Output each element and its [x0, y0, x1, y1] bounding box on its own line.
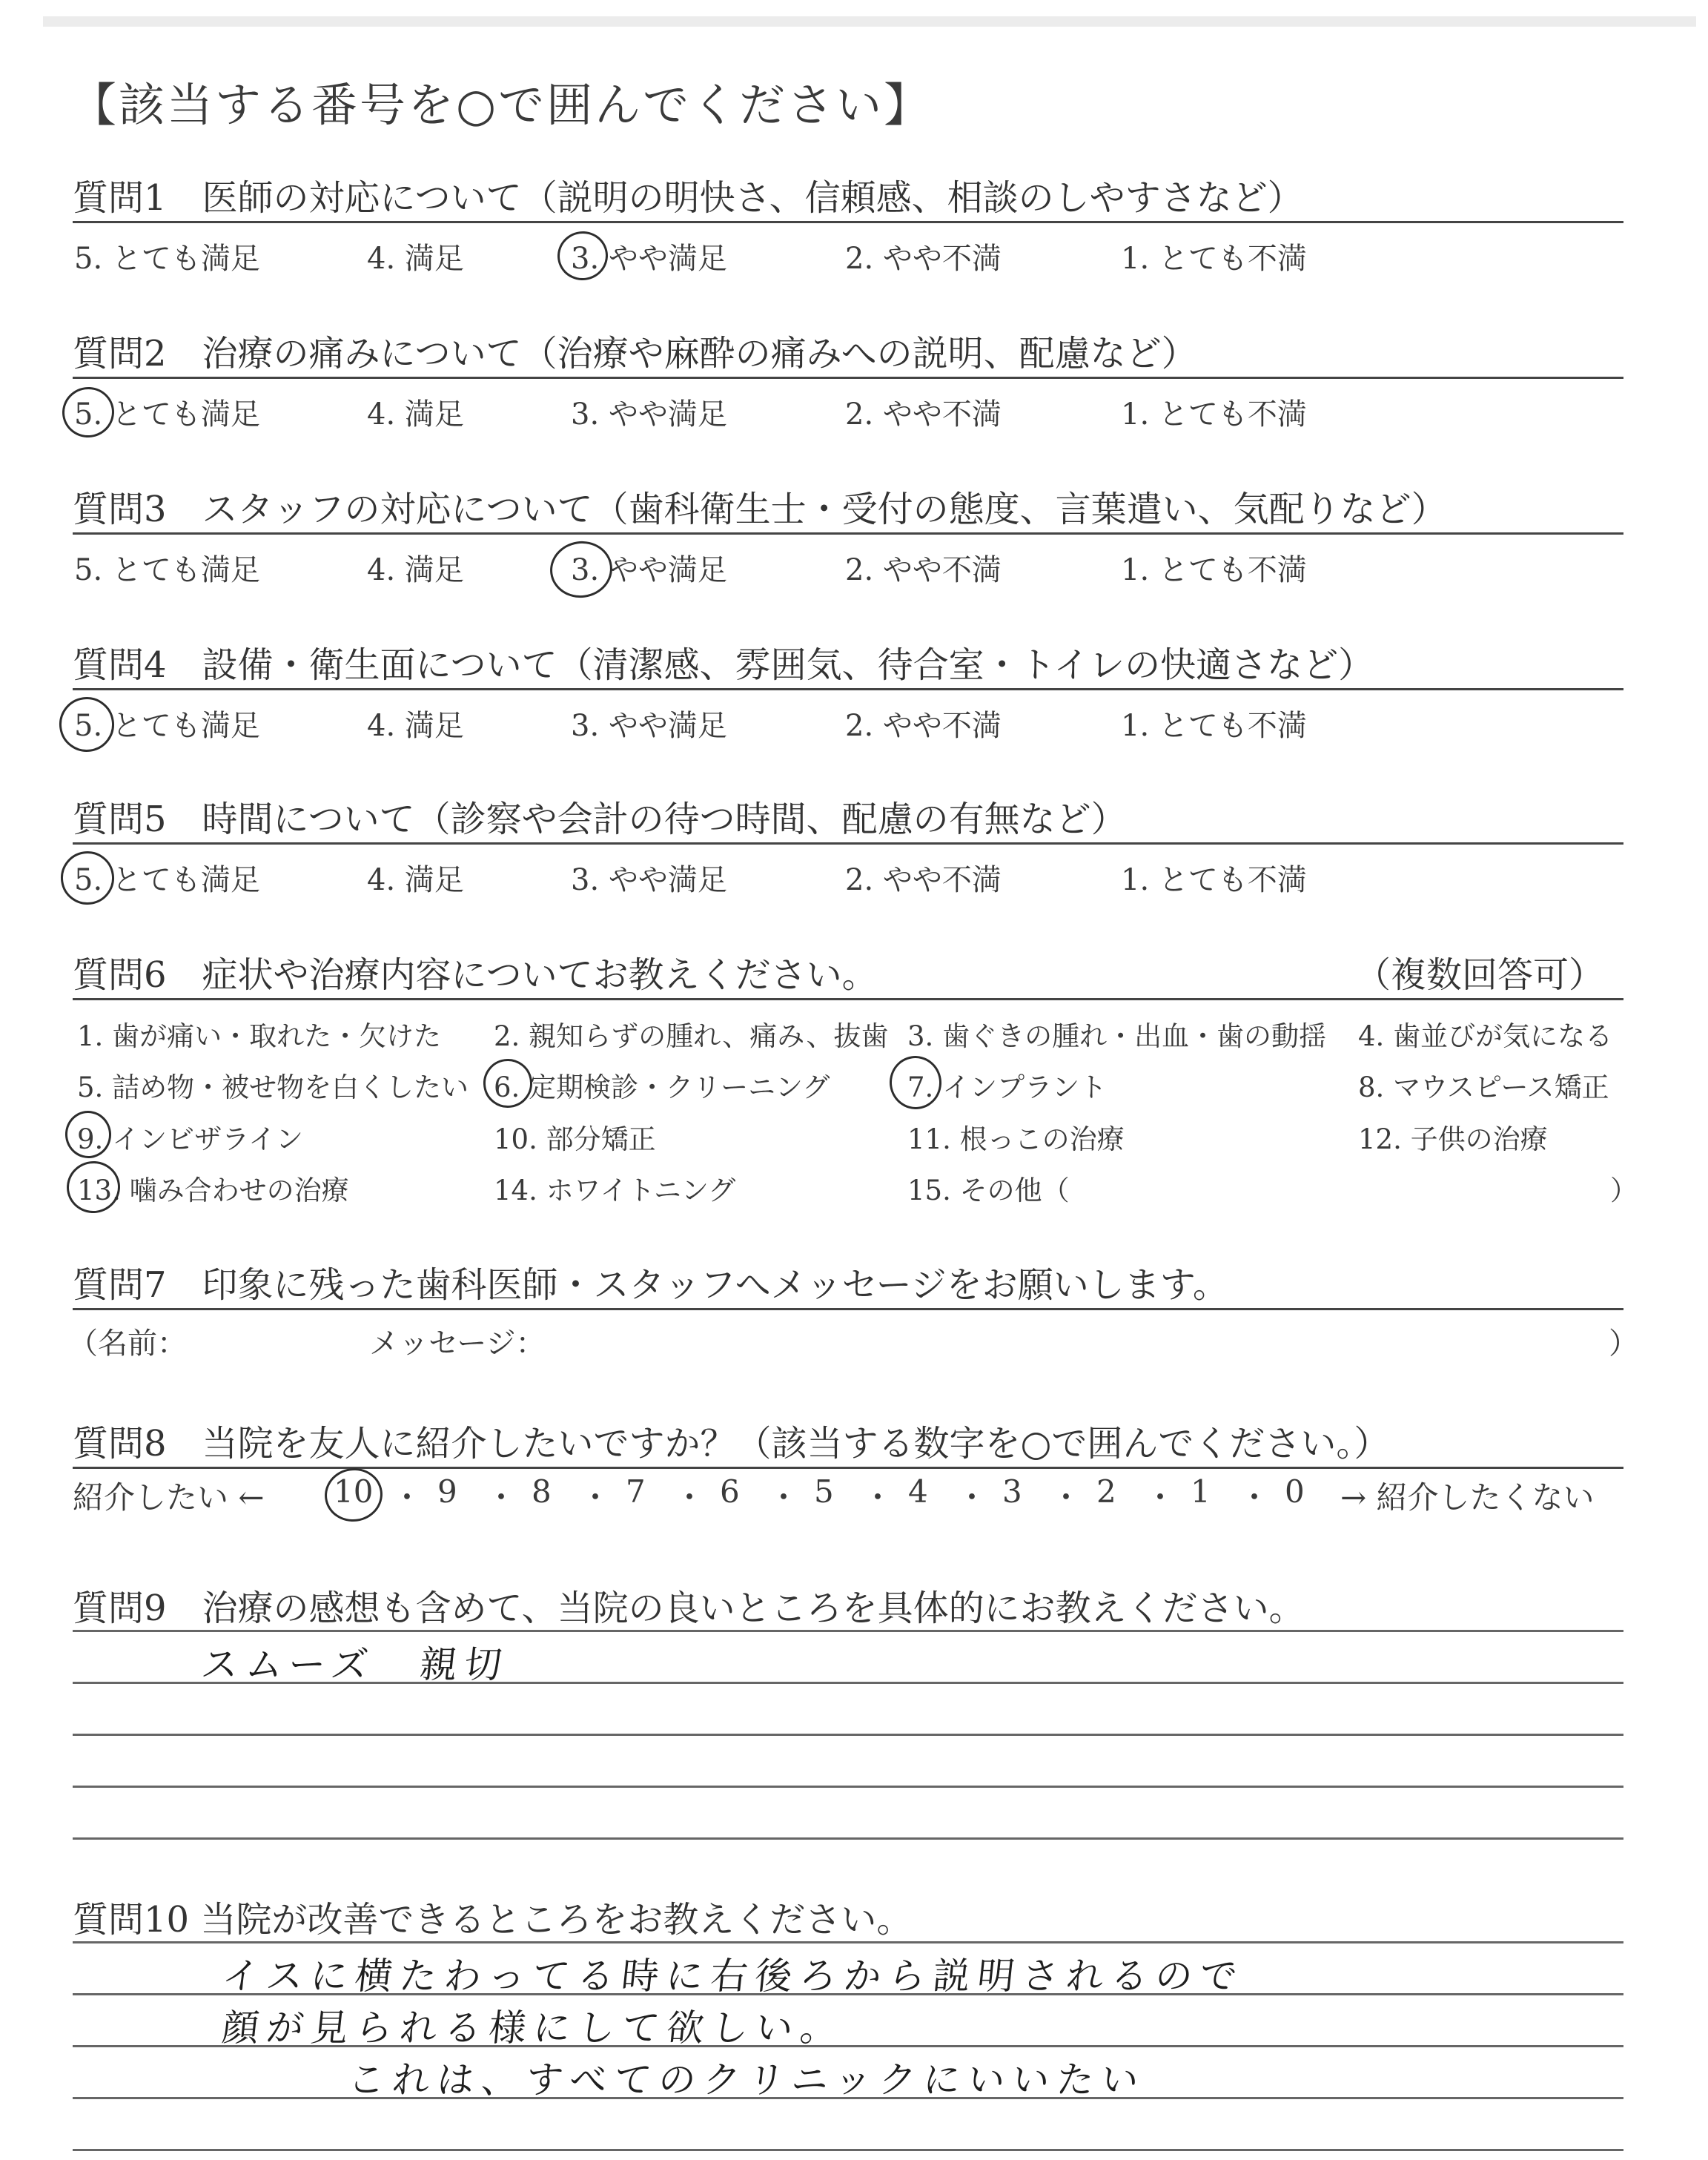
question-10-title: 質問10 当院が改善できるところをお教えください。 [73, 1899, 913, 1941]
scan-edge [43, 16, 1696, 27]
q8-dot: ・ [1239, 1479, 1271, 1516]
q4-option-3[interactable]: 3. やや満足 [571, 709, 727, 743]
q8-score-0[interactable]: 0 [1285, 1473, 1305, 1510]
q8-selected-circle [321, 1464, 385, 1525]
q8-dot: ・ [1145, 1479, 1176, 1516]
q8-score-1[interactable]: 1 [1191, 1473, 1211, 1510]
q6-option-10[interactable]: 10. 部分矯正 [494, 1123, 656, 1155]
q1-option-1[interactable]: 1. とても不満 [1121, 242, 1307, 276]
q6-option-7[interactable]: 7. インプラント [907, 1071, 1108, 1103]
question-3-rule [73, 532, 1623, 535]
question-5-title: 質問5 時間について（診察や会計の待つ時間、配慮の有無など） [73, 799, 1127, 840]
q5-option-4[interactable]: 4. 満足 [367, 863, 464, 897]
q8-dot: ・ [862, 1479, 894, 1516]
q2-option-3[interactable]: 3. やや満足 [571, 397, 727, 432]
q8-dot: ・ [768, 1479, 800, 1516]
question-5-rule [73, 842, 1623, 845]
q6-option-9[interactable]: 9. インビザライン [77, 1123, 303, 1155]
question-6-title: 質問6 症状や治療内容についてお教えください。 [73, 954, 878, 996]
question-7-title: 質問7 印象に残った歯科医師・スタッフへメッセージをお願いします。 [73, 1264, 1228, 1306]
q6-option-14[interactable]: 14. ホワイトニング [494, 1175, 736, 1206]
q6-option-8[interactable]: 8. マウスピース矯正 [1358, 1071, 1609, 1103]
q1-option-3[interactable]: 3. やや満足 [571, 242, 727, 276]
q3-option-4[interactable]: 4. 満足 [367, 553, 464, 587]
q8-dot: ・ [486, 1479, 517, 1516]
q8-dot: ・ [674, 1479, 706, 1516]
q3-option-5[interactable]: 5. とても満足 [74, 553, 260, 587]
q8-score-2[interactable]: 2 [1096, 1473, 1116, 1510]
q8-dot: ・ [1050, 1479, 1082, 1516]
q1-option-4[interactable]: 4. 満足 [367, 242, 464, 276]
q8-right-label: → 紹介したくない [1340, 1479, 1595, 1516]
q6-option-4[interactable]: 4. 歯並びが気になる [1358, 1020, 1613, 1052]
q3-option-3[interactable]: 3. やや満足 [571, 553, 727, 587]
q8-score-4[interactable]: 4 [908, 1473, 928, 1510]
q2-option-2[interactable]: 2. やや不満 [845, 397, 1002, 432]
q6-option-5[interactable]: 5. 詰め物・被せ物を白くしたい [77, 1071, 469, 1103]
q10-handwritten-answer-line-2: 顔が見られる様にして欲しい。 [219, 2007, 847, 2050]
question-8-rule [73, 1467, 1623, 1469]
question-2-rule [73, 377, 1623, 379]
question-1-title: 質問1 医師の対応について（説明の明快さ、信頼感、相談のしやすさなど） [73, 177, 1303, 219]
q9-answer-line [73, 1837, 1623, 1840]
q9-answer-line [73, 1630, 1623, 1632]
q10-answer-line [73, 2149, 1623, 2151]
q8-dot: ・ [580, 1479, 612, 1516]
q8-score-3[interactable]: 3 [1002, 1473, 1022, 1510]
question-1-rule [73, 221, 1623, 223]
question-8-title: 質問8 当院を友人に紹介したいですか？（該当する数字を○で囲んでください。） [73, 1423, 1390, 1464]
q5-option-3[interactable]: 3. やや満足 [571, 863, 727, 897]
q6-option-6[interactable]: 6. 定期検診・クリーニング [494, 1071, 830, 1103]
q6-option-1[interactable]: 1. 歯が痛い・取れた・欠けた [77, 1020, 442, 1052]
q3-option-2[interactable]: 2. やや不満 [845, 553, 1002, 587]
form-instruction: 【該当する番号を○で囲んでください】 [70, 78, 933, 132]
q4-option-1[interactable]: 1. とても不満 [1121, 709, 1307, 743]
question-6-multi-answer-note: （複数回答可） [1354, 954, 1604, 996]
q9-answer-line [73, 1734, 1623, 1736]
q6-other-close-paren: ） [1610, 1175, 1638, 1206]
q8-score-10[interactable]: 10 [334, 1473, 374, 1510]
q2-option-4[interactable]: 4. 満足 [367, 397, 464, 432]
q8-left-label: 紹介したい ← [73, 1479, 265, 1516]
q7-name-label: （名前： [68, 1327, 187, 1361]
q8-score-7[interactable]: 7 [626, 1473, 646, 1510]
question-6-rule [73, 998, 1623, 1000]
q7-close-paren: ） [1609, 1327, 1638, 1361]
q2-option-1[interactable]: 1. とても不満 [1121, 397, 1307, 432]
q9-answer-line [73, 1786, 1623, 1788]
q1-option-5[interactable]: 5. とても満足 [74, 242, 260, 276]
q8-score-9[interactable]: 9 [437, 1473, 457, 1510]
q9-handwritten-answer: スムーズ 親切 [199, 1643, 512, 1686]
q4-option-4[interactable]: 4. 満足 [367, 709, 464, 743]
q8-dot: ・ [956, 1479, 988, 1516]
q5-option-1[interactable]: 1. とても不満 [1121, 863, 1307, 897]
q8-score-6[interactable]: 6 [720, 1473, 740, 1510]
q4-option-5[interactable]: 5. とても満足 [74, 709, 260, 743]
q3-option-1[interactable]: 1. とても不満 [1121, 553, 1307, 587]
q7-message-label: メッセージ： [369, 1327, 546, 1361]
q6-option-11[interactable]: 11. 根っこの治療 [907, 1123, 1125, 1155]
q5-option-2[interactable]: 2. やや不満 [845, 863, 1002, 897]
question-9-title: 質問9 治療の感想も含めて、当院の良いところを具体的にお教えください。 [73, 1588, 1305, 1629]
q6-option-15[interactable]: 15. その他（ [907, 1175, 1070, 1206]
q10-handwritten-answer-line-1: イスに横たわってる時に右後ろから説明されるので [219, 1955, 1247, 1998]
q1-option-2[interactable]: 2. やや不満 [845, 242, 1002, 276]
q10-handwritten-answer-line-3: これは、すべてのクリニックにいいたい [345, 2058, 1148, 2101]
q4-option-2[interactable]: 2. やや不満 [845, 709, 1002, 743]
q5-option-5[interactable]: 5. とても満足 [74, 863, 260, 897]
q8-score-8[interactable]: 8 [532, 1473, 552, 1510]
q8-score-5[interactable]: 5 [814, 1473, 834, 1510]
q2-option-5[interactable]: 5. とても満足 [74, 397, 260, 432]
question-4-title: 質問4 設備・衛生面について（清潔感、雰囲気、待合室・トイレの快適さなど） [73, 644, 1374, 686]
q6-option-12[interactable]: 12. 子供の治療 [1358, 1123, 1548, 1155]
q8-dot: ・ [391, 1479, 423, 1516]
question-2-title: 質問2 治療の痛みについて（治療や麻酔の痛みへの説明、配慮など） [73, 333, 1197, 374]
q6-option-3[interactable]: 3. 歯ぐきの腫れ・出血・歯の動揺 [907, 1020, 1327, 1052]
question-4-rule [73, 688, 1623, 690]
q6-option-2[interactable]: 2. 親知らずの腫れ、痛み、抜歯 [494, 1020, 889, 1052]
question-7-rule [73, 1308, 1623, 1310]
question-3-title: 質問3 スタッフの対応について（歯科衛生士・受付の態度、言葉遣い、気配りなど） [73, 489, 1447, 530]
q6-option-13[interactable]: 13. 噛み合わせの治療 [77, 1175, 349, 1206]
q10-answer-line [73, 1941, 1623, 1943]
